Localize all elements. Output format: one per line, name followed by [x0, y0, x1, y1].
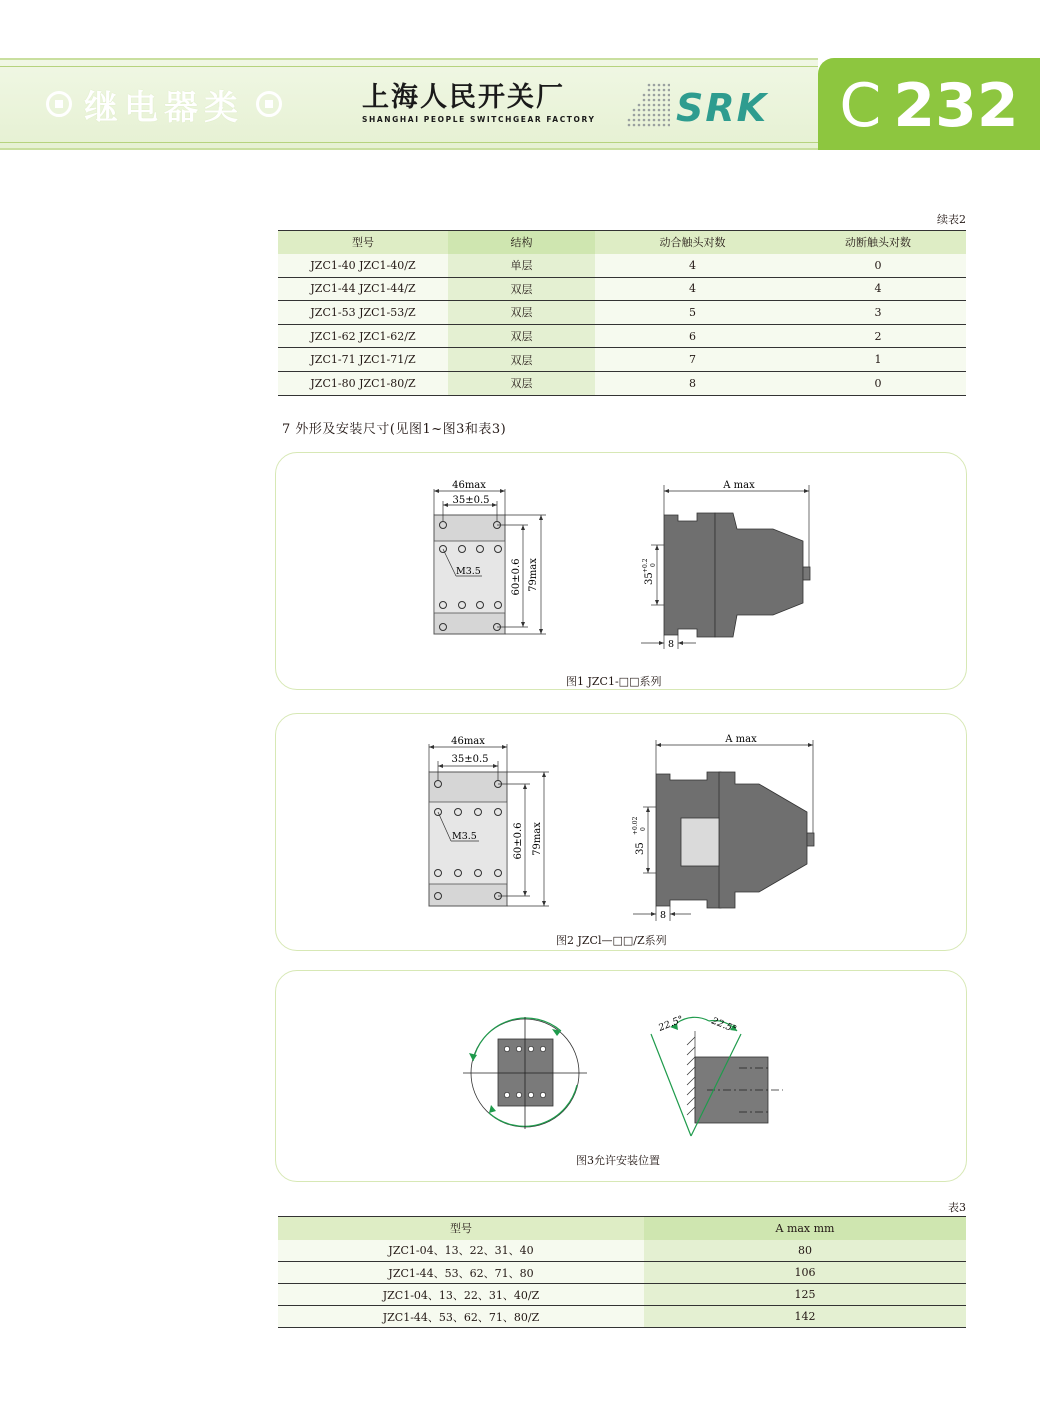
square-bullet-icon — [256, 91, 282, 117]
table-row — [278, 277, 966, 301]
table-cell: 5 — [595, 301, 790, 325]
table-row — [278, 1240, 966, 1262]
table-cell: 1 — [790, 348, 966, 372]
table-cell: 125 — [644, 1284, 966, 1306]
table-row — [278, 254, 966, 278]
table-cell: JZC1-04、13、22、31、40/Z — [278, 1284, 644, 1306]
fig2-dim-width: 46max — [451, 736, 485, 747]
table-cell: JZC1-44、53、62、71、80 — [278, 1262, 644, 1284]
table2-header-no-contacts: 动合触头对数 — [659, 236, 726, 250]
fig1-dim-pitch: 35±0.5 — [452, 495, 490, 506]
brand-logo: SRK — [676, 86, 769, 130]
page-prefix: C — [839, 71, 882, 141]
figure1-drawing — [276, 453, 968, 691]
table-row — [278, 371, 966, 395]
fig1-front-view — [434, 480, 546, 634]
table-cell: 双层 — [448, 371, 595, 395]
table-cell: 0 — [790, 371, 966, 395]
table-cell: JZC1-62 JZC1-62/Z — [278, 324, 448, 348]
table2 — [278, 230, 966, 396]
fig3-tilt-view — [651, 1014, 783, 1136]
table-row — [278, 324, 966, 348]
page-number: 232 — [893, 71, 1019, 141]
fig2-dim-pitch: 35±0.5 — [451, 754, 489, 765]
fig1-dim-tol: +0.2 — [642, 558, 649, 573]
table-cell: 单层 — [448, 254, 595, 278]
table-cell: JZC1-53 JZC1-53/Z — [278, 301, 448, 325]
table-cell: 双层 — [448, 348, 595, 372]
fig2-dim-length: A max — [725, 734, 757, 745]
table-cell: 2 — [790, 324, 966, 348]
table-row — [278, 301, 966, 325]
fig2-dim-tol: +0.02 — [632, 816, 639, 835]
table-cell: JZC1-80 JZC1-80/Z — [278, 371, 448, 395]
page-header — [0, 58, 1040, 150]
table2-header-nc-contacts: 动断触头对数 — [845, 236, 911, 250]
header-rule-bottom — [0, 142, 818, 143]
fig2-front-view — [429, 736, 549, 906]
table-cell: 4 — [595, 254, 790, 278]
table-cell: 80 — [644, 1240, 966, 1262]
fig1-dim-width: 46max — [452, 480, 486, 491]
table-cell: 6 — [595, 324, 790, 348]
table2-caption: 续表2 — [937, 213, 966, 226]
figure1-panel — [275, 452, 967, 690]
fig2-dim-tol-low: 0 — [640, 827, 647, 831]
page-number-box — [818, 58, 1040, 150]
fig1-dim-hole: M3.5 — [456, 566, 481, 577]
fig2-dim-hole-pitch: 60±0.6 — [513, 822, 524, 860]
company-name-en: SHANGHAI PEOPLE SWITCHGEAR FACTORY — [362, 115, 596, 124]
fig2-side-view — [632, 734, 814, 921]
fig3-angle-left: 22.5° — [657, 1013, 686, 1034]
table3-caption: 表3 — [948, 1201, 966, 1214]
fig1-dim-height: 79max — [528, 558, 539, 592]
table-cell: 双层 — [448, 324, 595, 348]
fig2-dim-foot: 8 — [659, 910, 667, 921]
table-cell: JZC1-04、13、22、31、40 — [278, 1240, 644, 1262]
figure2-caption: 图2 JZCl—□□/Z系列 — [556, 934, 667, 947]
table-cell: 4 — [595, 277, 790, 301]
table3 — [278, 1216, 966, 1328]
dot-matrix-logo-icon — [626, 82, 670, 128]
fig1-dim-rail: 35 — [644, 572, 655, 585]
fig1-dim-length: A max — [723, 480, 755, 491]
table-row — [278, 1262, 966, 1284]
table2-header-model: 型号 — [352, 236, 374, 250]
fig3-rotation-view — [463, 1017, 587, 1129]
table3-header-model: 型号 — [450, 1222, 472, 1236]
figure1-caption: 图1 JZC1-□□系列 — [566, 675, 662, 688]
table-cell: 3 — [790, 301, 966, 325]
square-bullet-icon — [46, 91, 72, 117]
fig2-dim-hole: M3.5 — [452, 831, 477, 842]
table-cell: JZC1-40 JZC1-40/Z — [278, 254, 448, 278]
table-cell: JZC1-44 JZC1-44/Z — [278, 277, 448, 301]
figure2-drawing — [276, 714, 968, 952]
table-cell: 142 — [644, 1306, 966, 1328]
table-cell: 4 — [790, 277, 966, 301]
table-cell: 106 — [644, 1262, 966, 1284]
fig1-dim-foot: 8 — [667, 639, 675, 650]
fig2-dim-height: 79max — [532, 822, 543, 856]
table-cell: 双层 — [448, 277, 595, 301]
fig1-dim-tol-low: 0 — [650, 563, 657, 567]
table-cell: 8 — [595, 371, 790, 395]
section-heading: 7 外形及安装尺寸(见图1~图3和表3) — [282, 422, 507, 437]
figure2-panel — [275, 713, 967, 951]
fig1-dim-hole-pitch: 60±0.6 — [511, 558, 522, 596]
fig1-side-view — [641, 480, 810, 650]
table-row — [278, 1306, 966, 1328]
table-cell: 双层 — [448, 301, 595, 325]
table-row — [278, 348, 966, 372]
table-row — [278, 1284, 966, 1306]
figure3-panel — [275, 970, 967, 1182]
fig3-angle-right: 22.5° — [709, 1015, 739, 1036]
table2-header-structure: 结构 — [448, 231, 595, 254]
figure3-caption: 图3允许安装位置 — [576, 1154, 660, 1167]
table-cell: 7 — [595, 348, 790, 372]
fig2-dim-rail: 35 — [635, 842, 646, 855]
table-cell: 0 — [790, 254, 966, 278]
header-rule-top — [0, 66, 818, 67]
table-cell: JZC1-44、53、62、71、80/Z — [278, 1306, 644, 1328]
category-title — [46, 80, 282, 128]
company-logo — [362, 82, 602, 124]
table3-header-amax: A max mm — [644, 1217, 966, 1240]
company-name-cn: 上海人民开关厂 — [362, 82, 565, 113]
category-label: 继电器类 — [84, 87, 244, 128]
table-cell: JZC1-71 JZC1-71/Z — [278, 348, 448, 372]
